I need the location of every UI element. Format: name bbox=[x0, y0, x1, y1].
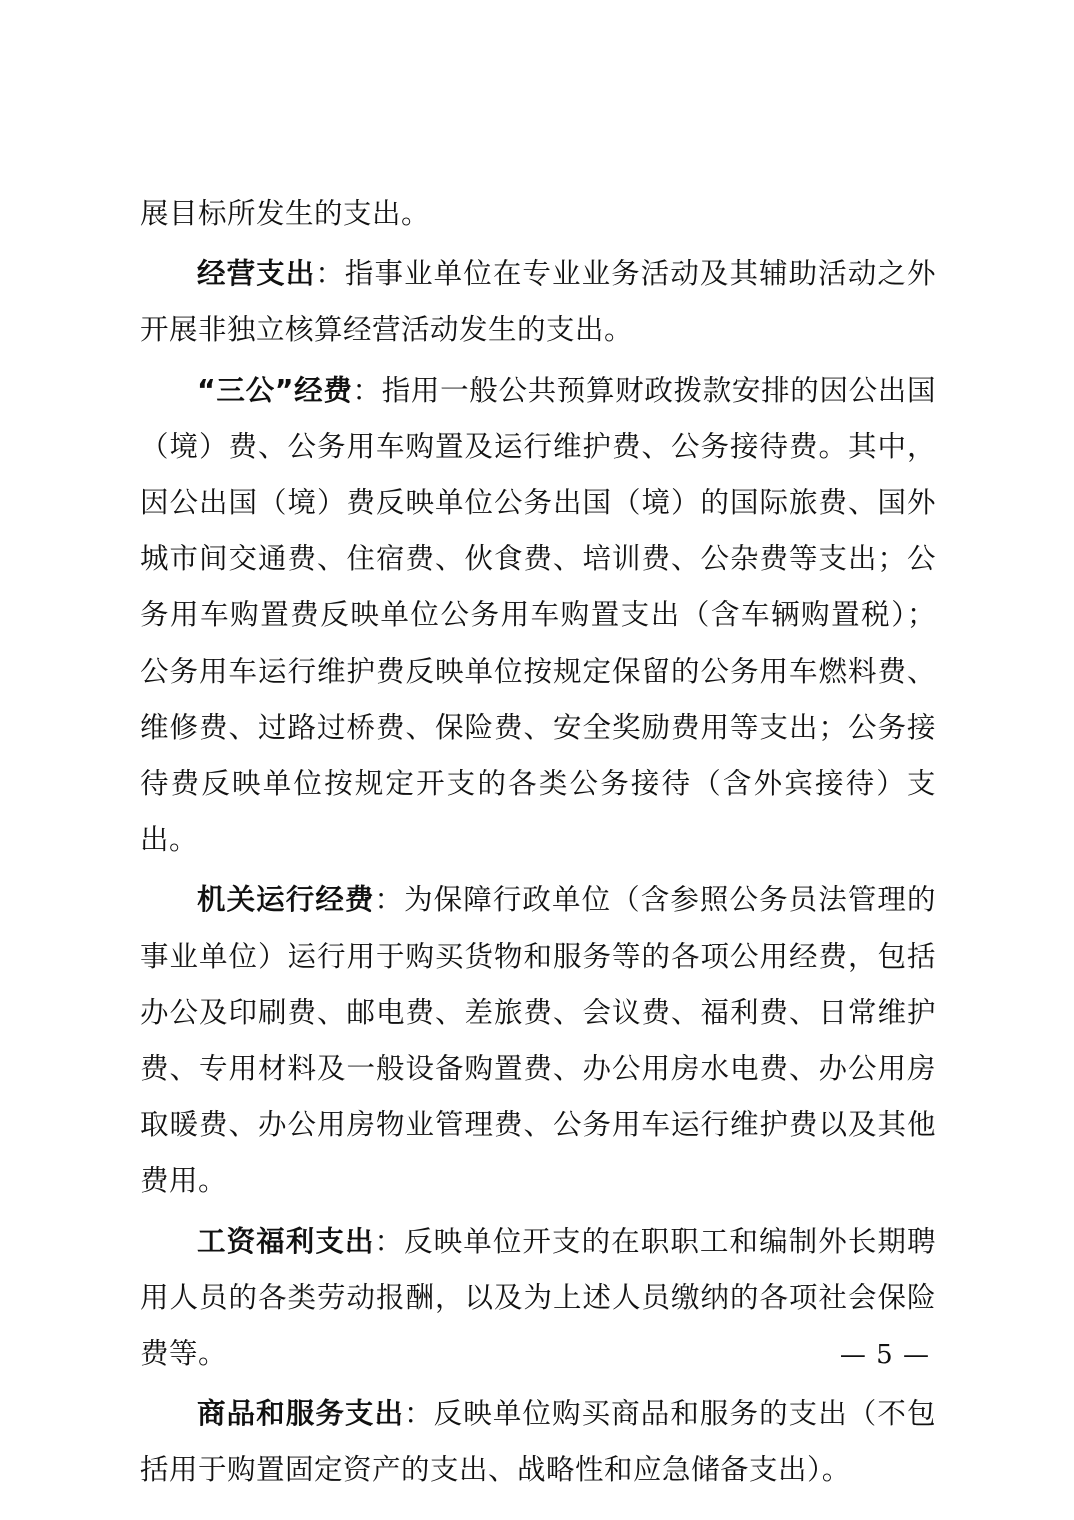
term-agency-operating-funds: 机关运行经费 bbox=[197, 883, 375, 917]
term-wage-welfare-expenditure: 工资福利支出 bbox=[197, 1224, 375, 1258]
term-goods-services-expenditure: 商品和服务支出 bbox=[197, 1397, 405, 1431]
definition-goods-services-expenditure: ：反映单位购买商品和服务的支出（不包括用于购置固定资产的支出、战略性和应急储备支出）。 bbox=[140, 1397, 936, 1487]
document-body bbox=[140, 186, 936, 1499]
continuation-paragraph: 展目标所发生的支出。 bbox=[140, 197, 431, 230]
paragraph-three-public-expenses bbox=[140, 363, 936, 869]
definition-three-public-expenses: ：指用一般公共预算财政拨款安排的因公出国（境）费、公务用车购置及运行维护费、公务接待费。其中，因公出国（境）费反映单位公务出国（境）的国际旅费、国外城市间交通费、住宿费、伙食费、培训费、公杂费等支出；公务用车购置费反映单位公务用车购置支出（含车辆购置税）；公务用车运行维护费反映单位按规定保留的公务用车燃料费、维修费、过路过桥费、保险费、安全奖励费用等支出；公务接待费反映单位按规定开支的各类公务接待（含外宾接待）支出。 bbox=[140, 373, 936, 857]
definition-operating-expenditure: ：指事业单位在专业业务活动及其辅助活动之外开展非独立核算经营活动发生的支出。 bbox=[140, 257, 936, 347]
definition-wage-welfare-expenditure: ：反映单位开支的在职职工和编制外长期聘用人员的各类劳动报酬，以及为上述人员缴纳的各项社会保险费等。 bbox=[140, 1224, 936, 1371]
term-three-public-expenses: “三公”经费 bbox=[197, 373, 353, 407]
paragraph-goods-services-expenditure bbox=[140, 1386, 936, 1498]
paragraph-operating-expenditure bbox=[140, 246, 936, 358]
term-operating-expenditure: 经营支出 bbox=[197, 257, 316, 291]
page-number: — 5 — bbox=[839, 1340, 930, 1370]
paragraph-agency-operating-funds bbox=[140, 872, 936, 1209]
definition-agency-operating-funds: ：为保障行政单位（含参照公务员法管理的事业单位）运行用于购买货物和服务等的各项公用经费，包括办公及印刷费、邮电费、差旅费、会议费、福利费、日常维护费、专用材料及一般设备购置费、办公用房水电费、办公用房取暖费、办公用房物业管理费、公务用车运行维护费以及其他费用。 bbox=[140, 883, 936, 1198]
